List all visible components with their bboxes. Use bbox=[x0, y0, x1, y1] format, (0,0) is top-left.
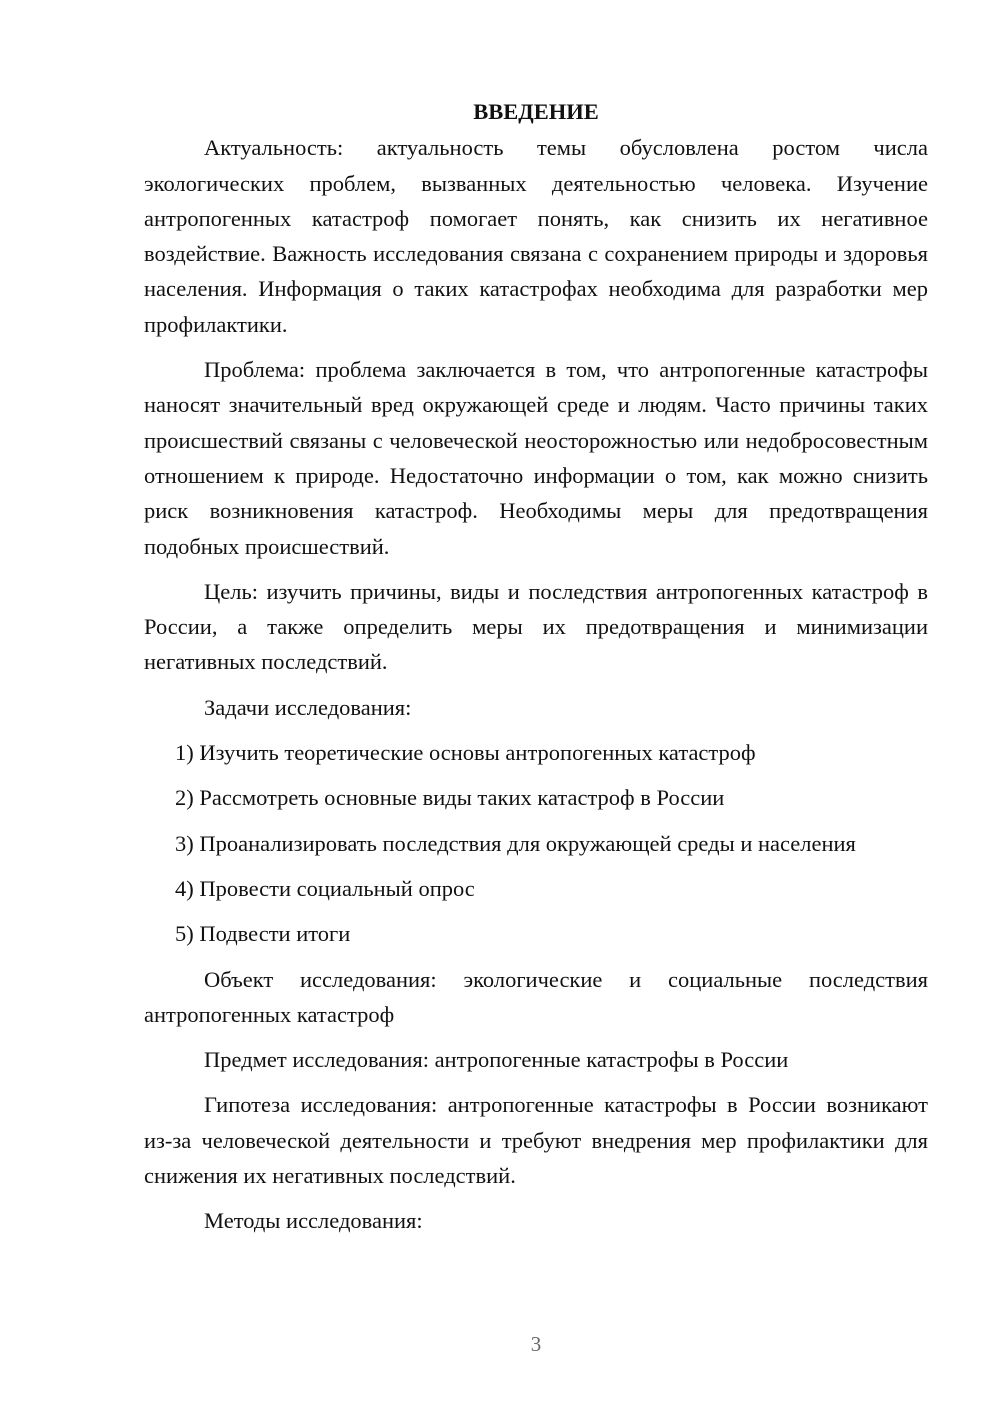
task-item: 2) Рассмотреть основные виды таких катастроф в России bbox=[175, 785, 725, 811]
subject-paragraph: Предмет исследования: антропогенные катастрофы в России bbox=[204, 1047, 789, 1073]
tasks-heading: Задачи исследования: bbox=[204, 694, 412, 720]
object-paragraph: Объект исследования: экологические и социальные последствия антропогенных катастроф bbox=[144, 966, 928, 1027]
goal-paragraph: Цель: изучить причины, виды и последствия антропогенных катастроф в России, а также определить меры их предотвращения и минимизации негативных последствий. bbox=[144, 578, 928, 675]
hypothesis-paragraph: Гипотеза исследования: антропогенные катастрофы в России возникают из-за человеческой деятельности и требуют внедрения мер профилактики для снижения их негативных последствий. bbox=[144, 1092, 928, 1189]
relevance-paragraph: Актуальность: актуальность темы обусловлена ростом числа экологических проблем, вызванных деятельностью человека. Изучение антропогенных катастроф помогает понять, как снизить их негативное воздействие. Важность исследования связана с сохранением природы и здоровья населения. Информация о таких катастрофах необходима для разработки мер профилактики. bbox=[144, 135, 928, 337]
task-item: 5) Подвести итоги bbox=[175, 921, 351, 947]
task-item: 4) Провести социальный опрос bbox=[175, 875, 475, 901]
section-title: ВВЕДЕНИЕ bbox=[473, 99, 599, 124]
page-number: 3 bbox=[530, 1332, 542, 1356]
tasks-list bbox=[144, 735, 928, 951]
page-content bbox=[144, 94, 928, 1249]
problem-paragraph: Проблема: проблема заключается в том, что антропогенные катастрофы наносят значительный вред окружающей среде и людям. Часто причины таких происшествий связаны с человеческой неосторожностью или недобросовестным отношением к природе. Недостаточно информации о том, как можно снизить риск возникновения катастроф. Необходимы меры для предотвращения подобных происшествий. bbox=[144, 357, 928, 559]
task-item: 1) Изучить теоретические основы антропогенных катастроф bbox=[175, 740, 756, 766]
task-item: 3) Проанализировать последствия для окружающей среды и населения bbox=[175, 830, 856, 856]
methods-heading: Методы исследования: bbox=[204, 1208, 423, 1234]
